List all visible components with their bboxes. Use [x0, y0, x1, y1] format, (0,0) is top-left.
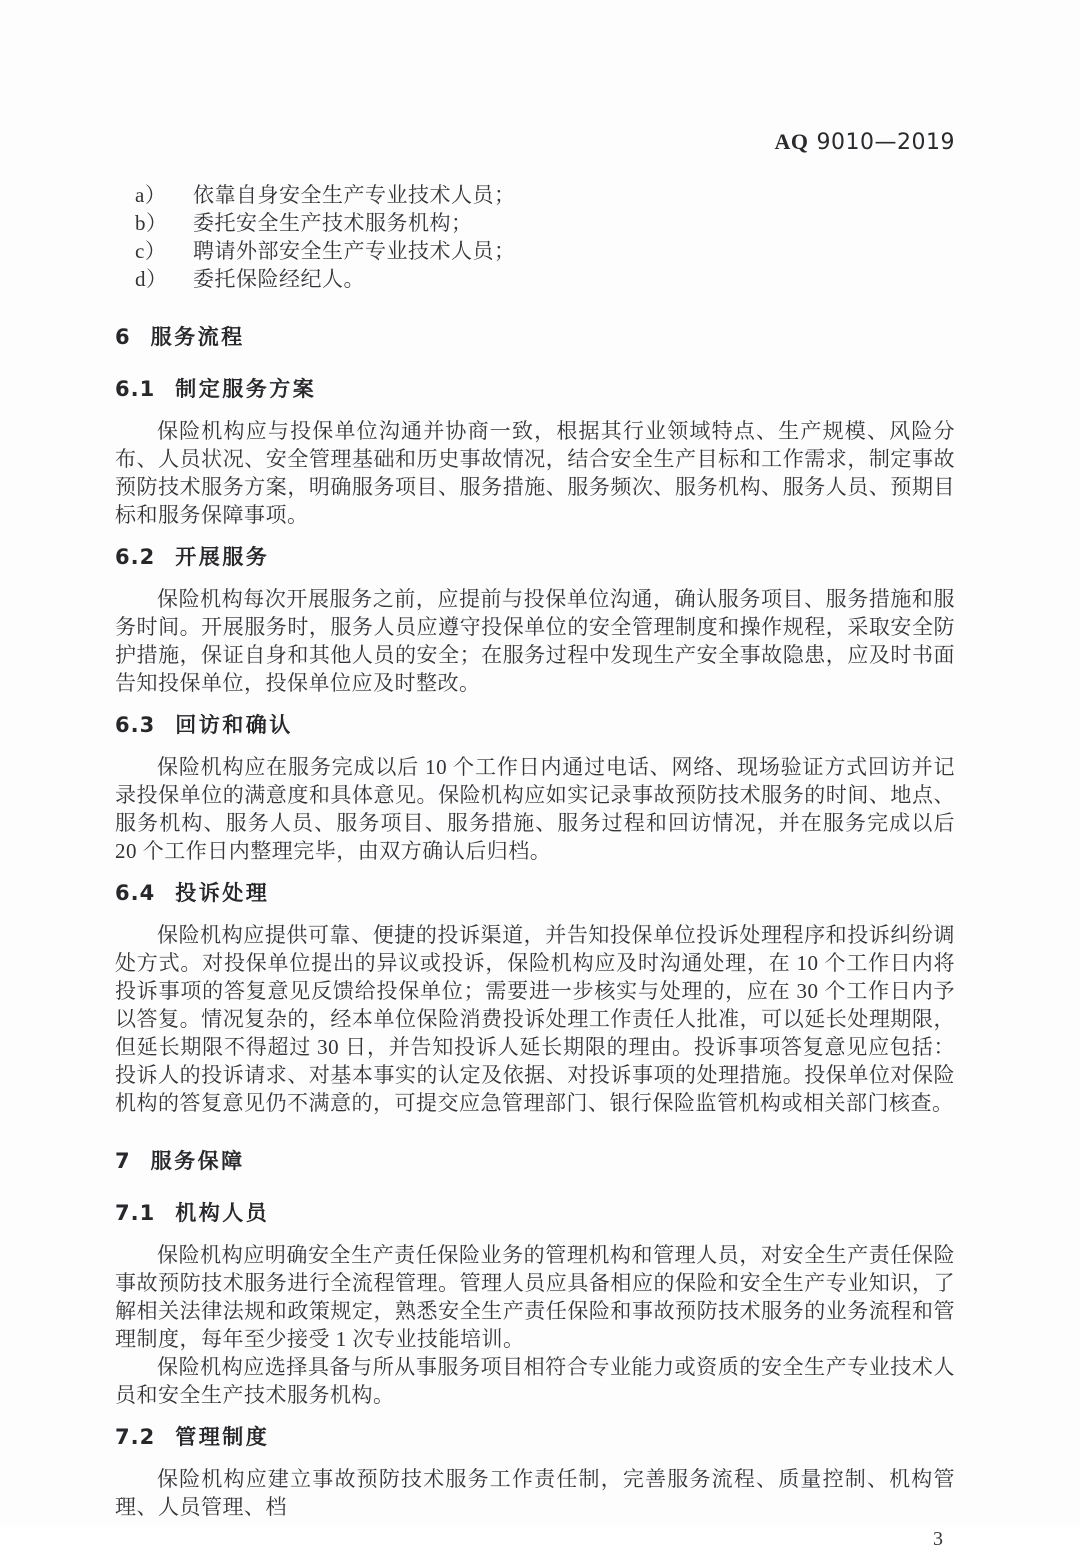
section-number: 6.2: [115, 545, 156, 569]
section-number: 7.2: [115, 1425, 156, 1449]
section-number: 7: [115, 1149, 131, 1173]
section-heading-7: [115, 1147, 955, 1175]
list-item-text: 委托安全生产技术服务机构；: [193, 211, 473, 235]
paragraph-6-4: 保险机构应提供可靠、便捷的投诉渠道，并告知投保单位投诉处理程序和投诉纠纷调处方式。对投保单位提出的异议或投诉，保险机构应及时沟通处理，在 10 个工作日内将投诉事项的答复意见反馈给投保单位；需要进一步核实与处理的，应在 30 个工作日内予以答复。情况复杂的，经本单位保险消费投诉处理工作责任人批准，可以延长处理期限，但延长期限不得超过 30 日，并告知投诉人延长期限的理由。投诉事项答复意见应包括：投诉人的投诉请求、对基本事实的认定及依据、对投诉事项的处理措施。投保单位对保险机构的答复意见仍不满意的，可提交应急管理部门、银行保险监管机构或相关部门核查。: [115, 923, 955, 1115]
section-number: 6: [115, 325, 131, 349]
section-heading-6-1: [115, 375, 955, 403]
section-heading-7-1: [115, 1199, 955, 1227]
paragraph-6-1: 保险机构应与投保单位沟通并协商一致，根据其行业领域特点、生产规模、风险分布、人员状况、安全管理基础和历史事故情况，结合安全生产目标和工作需求，制定事故预防技术服务方案，明确服务项目、服务措施、服务频次、服务机构、服务人员、预期目标和服务保障事项。: [115, 419, 955, 527]
doc-code-prefix: AQ: [774, 129, 809, 154]
list-item-text: 聘请外部安全生产专业技术人员；: [193, 239, 516, 263]
list-item: [115, 237, 955, 265]
list-item-marker: b）: [135, 211, 168, 235]
paragraph-6-3: 保险机构应在服务完成以后 10 个工作日内通过电话、网络、现场验证方式回访并记录投保单位的满意度和具体意见。保险机构应如实记录事故预防技术服务的时间、地点、服务机构、服务人员、服务项目、服务措施、服务过程和回访情况，并在服务完成以后 20 个工作日内整理完毕，由双方确认后归档。: [115, 755, 955, 863]
list-item-text: 依靠自身安全生产专业技术人员；: [193, 183, 516, 207]
list-item-text: 委托保险经纪人。: [193, 267, 365, 291]
section-heading-7-2: [115, 1423, 955, 1451]
section-title: 服务保障: [150, 1149, 245, 1173]
section-number: 6.3: [115, 713, 156, 737]
section-number: 7.1: [115, 1201, 156, 1225]
section-number: 6.1: [115, 377, 156, 401]
paragraph-7-1-a: 保险机构应明确安全生产责任保险业务的管理机构和管理人员，对安全生产责任保险事故预防技术服务进行全流程管理。管理人员应具备相应的保险和安全生产专业知识，了解相关法律法规和政策规定，熟悉安全生产责任保险和事故预防技术服务的业务流程和管理制度，每年至少接受 1 次专业技能培训。: [115, 1243, 955, 1351]
section-heading-6-3: [115, 711, 955, 739]
lettered-list: [115, 181, 955, 293]
list-item-marker: a）: [135, 183, 167, 207]
list-item-marker: d）: [135, 267, 168, 291]
paragraph-7-2: 保险机构应建立事故预防技术服务工作责任制，完善服务流程、质量控制、机构管理、人员管理、档: [115, 1467, 955, 1519]
paragraph-7-1-b: 保险机构应选择具备与所从事服务项目相符合专业能力或资质的安全生产专业技术人员和安全生产技术服务机构。: [115, 1355, 955, 1407]
section-title: 管理制度: [175, 1425, 270, 1449]
page-number: 3: [933, 1528, 943, 1550]
doc-code-header: [115, 128, 955, 157]
section-title: 制定服务方案: [175, 377, 317, 401]
section-title: 服务流程: [150, 325, 245, 349]
section-title: 机构人员: [175, 1201, 270, 1225]
section-number: 6.4: [115, 881, 156, 905]
doc-code-number: 9010—2019: [816, 130, 955, 155]
section-title: 投诉处理: [175, 881, 270, 905]
section-title: 开展服务: [175, 545, 270, 569]
list-item: [115, 209, 955, 237]
list-item: [115, 181, 955, 209]
section-heading-6-4: [115, 879, 955, 907]
list-item: [115, 265, 955, 293]
section-heading-6-2: [115, 543, 955, 571]
section-title: 回访和确认: [175, 713, 293, 737]
paragraph-6-2: 保险机构每次开展服务之前，应提前与投保单位沟通，确认服务项目、服务措施和服务时间。开展服务时，服务人员应遵守投保单位的安全管理制度和操作规程，采取安全防护措施，保证自身和其他人员的安全；在服务过程中发现生产安全事故隐患，应及时书面告知投保单位，投保单位应及时整改。: [115, 587, 955, 695]
list-item-marker: c）: [135, 239, 167, 263]
section-heading-6: [115, 323, 955, 351]
